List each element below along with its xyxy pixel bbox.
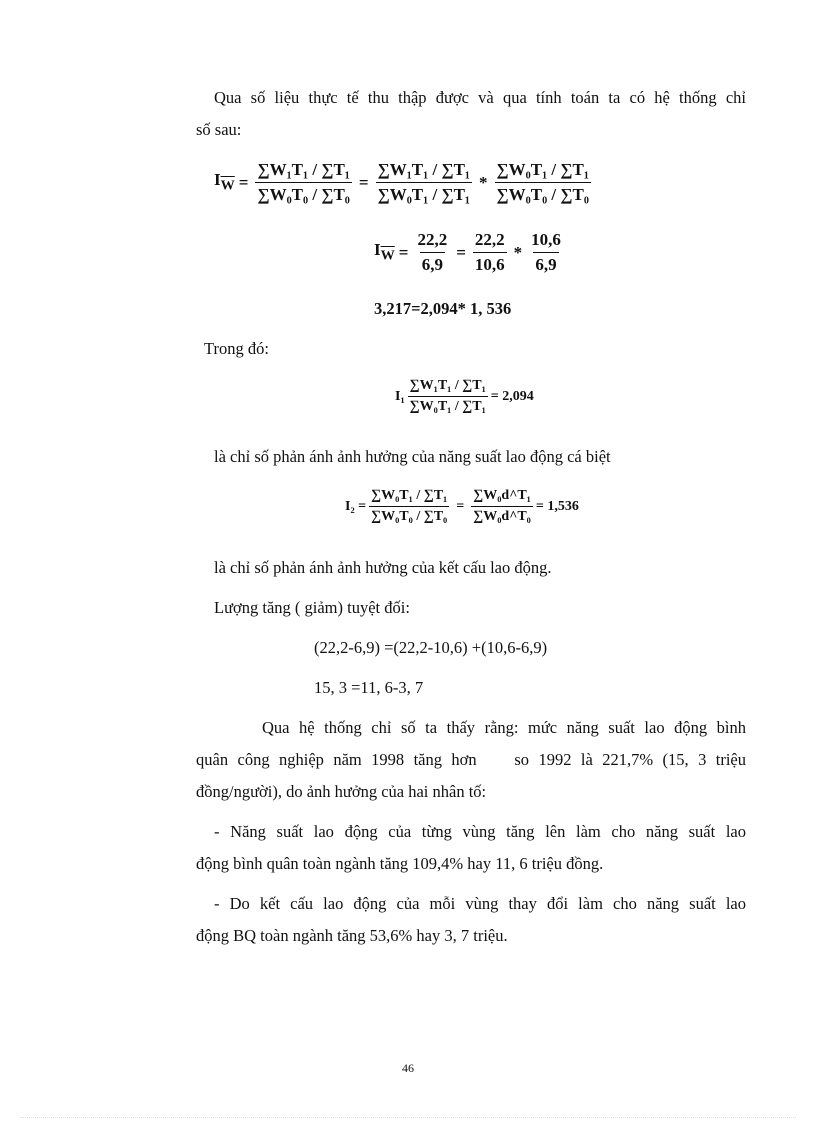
para2-line3: đồng/người), do ảnh hưởng của hai nhân tố:	[196, 782, 487, 801]
formula-values-fraction-3: $\frac{10,6}{6,9}$	[531, 230, 561, 274]
formula-i1-fraction: $\frac{\text{∑W₁T₁ / ∑T₁}}{\text{∑W₀T₁ / ∑T₁}}$	[409, 378, 486, 414]
calc-line-1: (22,2-6,9) =(22,2-10,6) +(10,6-6,9)	[314, 638, 548, 657]
formula-i1	[395, 378, 534, 415]
para2-line2: quân công nghiệp năm 1998 tăng hơn so 1992 là 221,7% (15, 3 triệu	[196, 750, 746, 769]
text-i2: là chỉ số phản ánh ảnh hưởng của kết cấu lao động.	[214, 558, 552, 577]
formula-i2-lhs: I₂ =	[345, 498, 367, 514]
page-bottom-divider	[20, 1117, 796, 1118]
calc-line-2: 15, 3 =11, 6-3, 7	[314, 678, 424, 697]
page-number: 46	[402, 1061, 414, 1075]
text-i1: là chỉ số phản ánh ảnh hưởng của năng suất lao động cá biệt	[214, 447, 611, 466]
formula-i2: I₂ = $\frac{\text{∑W₀T₁ / ∑T₁}}{\text{∑W₀T₀ / ∑T₀}}$ = $\frac{\text{∑W₀d\textasciicircum{}T₁}}{\text{∑W₀d\textasciicircum{}T₀}}$ = 1,536	[345, 488, 579, 524]
formula-main-lhs: $I_{\overline{W}}$	[214, 170, 235, 194]
result-line: 3,217=2,094* 1, 536	[374, 299, 512, 318]
formula-values-fraction-2: $\frac{22,2}{10,6}$	[474, 230, 505, 274]
trong-do-label: Trong đó:	[204, 339, 269, 358]
formula-main-fraction-1: $\frac{\text{∑W₁T₁ / ∑T₁}}{\text{∑W₀T₀ / ∑T₀}}$	[257, 160, 350, 204]
para1-line1: Qua số liệu thực tế thu thập được và qua tính toán ta có hệ thống chỉ	[214, 88, 746, 107]
luong-tang-label: Lượng tăng ( giảm) tuyệt đối:	[214, 598, 410, 617]
para2-line1: Qua hệ thống chỉ số ta thấy rằng: mức năng suất lao động bình	[262, 718, 746, 737]
formula-main-fraction-3: $\frac{\text{∑W₀T₁ / ∑T₁}}{\text{∑W₀T₀ / ∑T₀}}$	[496, 160, 589, 204]
formula-i2-fraction-2: $\frac{\text{∑W₀d\textasciicircum{}T₁}}{\text{∑W₀d\textasciicircum{}T₀}}$	[473, 488, 531, 524]
formula-values-lhs: $I_{\overline{W}}$	[374, 240, 395, 264]
formula-values: $I_{\overline{W}}$ = $\frac{22,2}{6,9}$ = $\frac{22,2}{10,6}$ * $\frac{10,6}{6,9}$	[374, 230, 561, 274]
formula-i2-result: = 1,536	[535, 498, 579, 514]
para1-line2: số sau:	[196, 120, 242, 139]
formula-values-fraction-1: $\frac{22,2}{6,9}$	[417, 230, 448, 274]
formula-i1-lhs: I₁	[395, 388, 405, 404]
formula-main: $I_{\overline{W}}$ = $\frac{\text{∑W₁T₁ / ∑T₁}}{\text{∑W₀T₀ / ∑T₀}}$ = $\frac{\text{∑W₁T₁ / ∑T₁}}{\text{∑W₀T₁ / ∑T₁}}$ * $\frac{\text{∑W₀T₁ / ∑T₁}}{\text{∑W₀T₀ / ∑T₀}}$	[214, 160, 589, 204]
bullet1-line2: động bình quân toàn ngành tăng 109,4% hay 11, 6 triệu đồng.	[196, 854, 604, 873]
formula-main-fraction-2: $\frac{\text{∑W₁T₁ / ∑T₁}}{\text{∑W₀T₁ / ∑T₁}}$	[377, 160, 471, 204]
bullet2-line1: - Do kết cấu lao động của mỗi vùng thay đổi làm cho năng suất lao	[214, 894, 746, 913]
bullet1-line1: - Năng suất lao động của từng vùng tăng lên làm cho năng suất lao	[214, 822, 746, 841]
bullet2-line2: động BQ toàn ngành tăng 53,6% hay 3, 7 triệu.	[196, 926, 508, 945]
formula-i2-fraction-1: $\frac{\text{∑W₀T₁ / ∑T₁}}{\text{∑W₀T₀ / ∑T₀}}$	[371, 488, 448, 524]
formula-i1-result: = 2,094	[490, 388, 534, 404]
